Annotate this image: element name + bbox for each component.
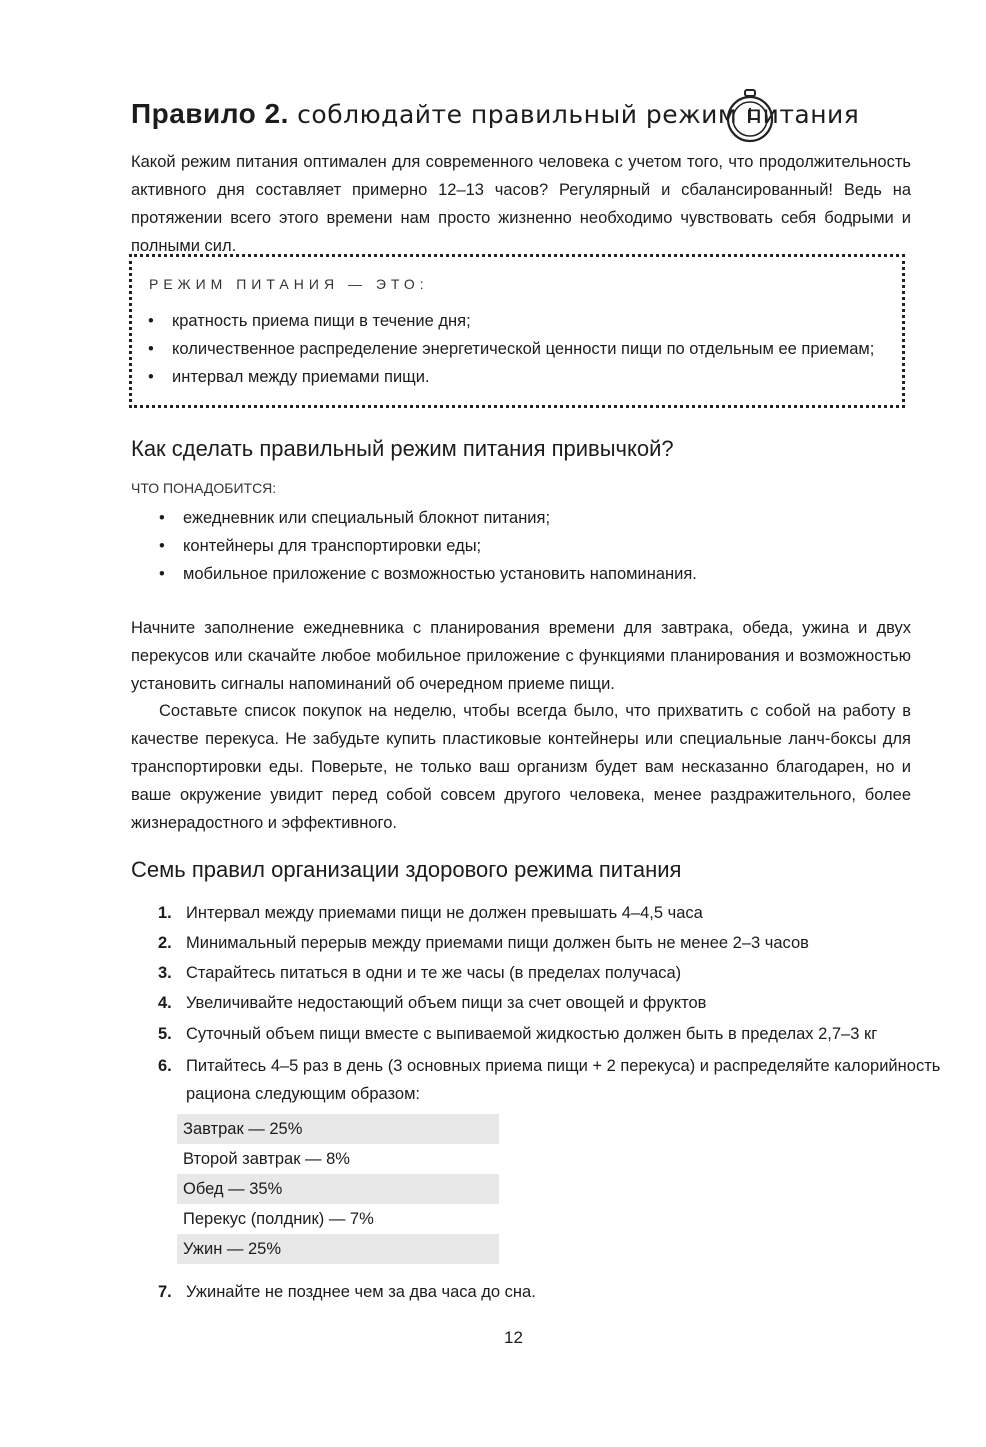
rule-text: Интервал между приемами пищи не должен превышать 4–4,5 часа	[186, 904, 703, 922]
habit-heading: Как сделать правильный режим питания привычкой?	[131, 436, 674, 461]
rule-text: Старайтесь питаться в одни и те же часы (в пределах получаса)	[186, 964, 682, 982]
need-item: • ежедневник или специальный блокнот питания;	[183, 504, 550, 532]
rule-text: Увеличивайте недостающий объем пищи за счет овощей и фруктов	[186, 994, 707, 1012]
meal-row: Ужин — 25%	[177, 1234, 499, 1264]
rule-text: Ужинайте не позднее чем за два часа до сна.	[186, 1283, 536, 1301]
rule-number: 5.	[158, 1025, 172, 1043]
habit-paragraph-1: Начните заполнение ежедневника с планирования времени для завтрака, обеда, ужина и двух перекусов или скачайте любое мобильное приложение с функциями планирования и возможностью установить сигналы напоминаний об очередном приеме пищи.	[131, 619, 911, 693]
need-item: • контейнеры для транспортировки еды;	[183, 532, 481, 560]
need-item: • мобильное приложение с возможностью установить напоминания.	[183, 560, 697, 588]
rule-item	[158, 1278, 536, 1306]
rule-item	[158, 1052, 941, 1080]
meal-row: Перекус (полдник) — 7%	[183, 1210, 374, 1228]
rule-item	[158, 929, 809, 957]
rule-item	[158, 989, 707, 1017]
rule-text: Суточный объем пищи вместе с выпиваемой жидкостью должен быть в пределах 2,7–3 кг	[186, 1025, 878, 1043]
rule-number: 4.	[158, 994, 172, 1012]
rules-heading: Семь правил организации здорового режима питания	[131, 857, 682, 882]
definition-item: • интервал между приемами пищи.	[172, 363, 430, 391]
meal-row: Обед — 35%	[177, 1174, 499, 1204]
rule-item	[158, 1020, 878, 1048]
definition-item: • количественное распределение энергетической ценности пищи по отдельным ее приемам;	[172, 335, 874, 363]
rule-text: Минимальный перерыв между приемами пищи должен быть не менее 2–3 часов	[186, 934, 809, 952]
rule-number: 3.	[158, 964, 172, 982]
rule-number: 2.	[158, 934, 172, 952]
rule-number: 1.	[158, 904, 172, 922]
rule-number: 7.	[158, 1283, 172, 1301]
definition-title: РЕЖИМ ПИТАНИЯ — ЭТО:	[149, 276, 429, 292]
definition-item: • кратность приема пищи в течение дня;	[172, 307, 471, 335]
meal-row: Второй завтрак — 8%	[183, 1150, 350, 1168]
rule-item	[158, 959, 682, 987]
meal-row: Завтрак — 25%	[177, 1114, 499, 1144]
rule-label: Правило 2.	[131, 98, 289, 129]
page-number: 12	[504, 1328, 523, 1347]
habit-paragraph-2: Составьте список покупок на неделю, чтобы всегда было, что прихватить с собой на работу в качестве перекуса. Не забудьте купить пластиковые контейнеры или специальные ланч-боксы для транспортировки еды. Поверьте, не только ваш организм будет вам несказанно благодарен, но и ваше окружение увидит перед собой совсем другого человека, менее раздражительного, более жизнерадостного и эффективного.	[131, 702, 911, 832]
need-label: ЧТО ПОНАДОБИТСЯ:	[131, 480, 277, 496]
intro-paragraph: Какой режим питания оптимален для современного человека с учетом того, что продолжительность активного дня составляет примерно 12–13 часов? Регулярный и сбалансированный! Ведь на протяжении всего этого времени нам просто жизненно необходимо чувствовать себя бодрыми и полными сил.	[131, 153, 911, 255]
rule-subtitle: соблюдайте правильный режим питания	[297, 100, 860, 129]
rule-text: Питайтесь 4–5 раз в день (3 основных приема пищи + 2 перекуса) и распределяйте калорийность	[186, 1057, 941, 1075]
rule-number: 6.	[158, 1057, 172, 1075]
clock-icon	[722, 88, 778, 144]
rule-item	[158, 899, 703, 927]
rule-text-continued: рациона следующим образом:	[186, 1085, 421, 1103]
